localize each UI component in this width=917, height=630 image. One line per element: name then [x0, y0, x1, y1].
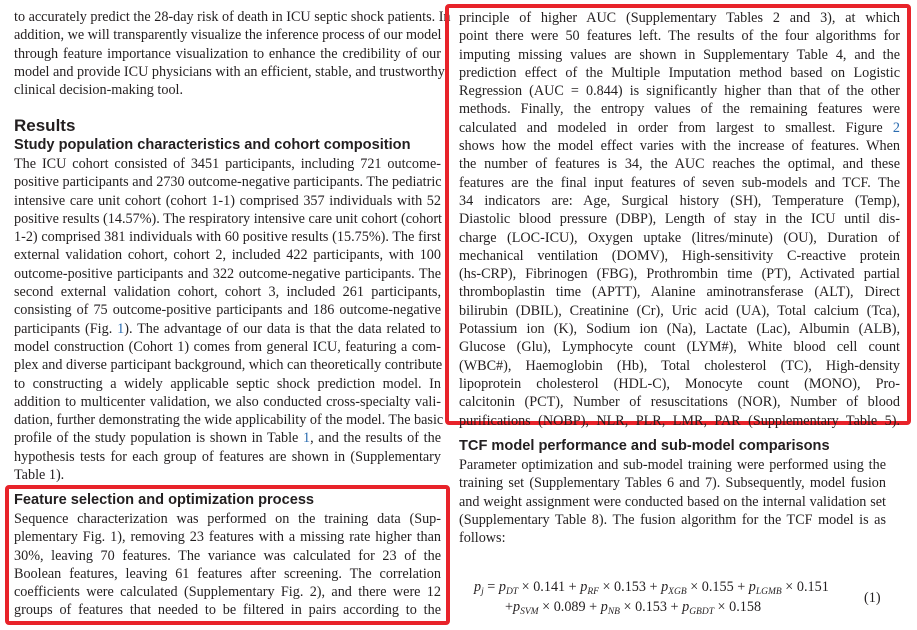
variable-p: p [661, 579, 669, 595]
weight-value: 0.089 [553, 599, 586, 615]
text-fragment: calculated and modeled in order from largest to smallest. Figure [459, 119, 893, 136]
variable-p: p [682, 599, 690, 615]
variable-subscript: RF [587, 587, 599, 597]
figure-1-link[interactable]: 1 [117, 320, 125, 337]
results-heading: Results [14, 116, 76, 135]
text-line: plex and diverse participant background, which can theoretically contribute [14, 357, 443, 374]
left-column [14, 8, 451, 99]
feature-list-paragraph [459, 9, 900, 430]
text-line: shows how the model effect varies with the increase of features. When [459, 138, 900, 155]
equals-sign: = [483, 579, 499, 595]
text-line: model construction (Cohort 1) comes from general ICU, featuring a com- [14, 338, 441, 355]
plus-sign: + [505, 599, 514, 615]
variable-subscript: j [481, 587, 484, 597]
figure-2-link[interactable]: 2 [892, 119, 900, 136]
variable-p: p [498, 579, 506, 595]
text-line: prediction effect of the Multiple Imputation method based on Logistic [459, 64, 900, 81]
times-sign: × [598, 579, 615, 595]
tcf-heading: TCF model performance and sub-model comparisons [459, 438, 830, 454]
variable-subscript: SVM [520, 607, 539, 617]
equation-number: (1) [864, 590, 881, 606]
feature-selection-section [14, 491, 441, 620]
text-line: outcome-positive participants and 322 outcome-negative participants. The [14, 265, 441, 282]
text-line: Sequence characterization was performed on the training data (Sup- [14, 511, 441, 527]
right-column-boxed [459, 9, 900, 430]
text-line: clinical decision-making tool. [14, 82, 184, 99]
intro-paragraph [14, 8, 451, 99]
text-fragment: profile of the study population is shown in Table [14, 430, 303, 447]
variable-p: p [474, 579, 482, 595]
text-line [14, 320, 441, 338]
plus-sign: + [645, 579, 662, 595]
tcf-section [459, 437, 886, 547]
text-fragment: , and the results of the [310, 430, 441, 447]
fusion-equation-line-2 [505, 597, 761, 617]
text-line: the number of features is 34, the AUC reaches the optimal, and these [459, 156, 900, 173]
weight-value: 0.153 [635, 599, 667, 615]
text-line: Glucose (Glu), Lymphocyte count (LYM#), White blood cell count [459, 339, 900, 356]
table-1-link[interactable]: 1 [303, 430, 311, 447]
plus-sign: + [585, 599, 601, 615]
text-line: imputing missing values are shown in Supplementary Table 4, and the [459, 46, 900, 63]
variable-subscript: DT [505, 587, 519, 597]
variable-p: p [580, 579, 588, 595]
text-line: (Supplementary Table 8). The fusion algorithm for the TCF model is as [459, 511, 886, 528]
weight-value: 0.155 [701, 579, 734, 595]
text-line: calcitonin (PCT), Number of resuscitations (NOR), Number of blood [459, 394, 900, 411]
text-line: bilirubin (DBIL), Creatinine (Cr), Uric acid (UA), Total calcium (Tca), [459, 302, 900, 319]
feature-selection-paragraph [14, 510, 441, 620]
text-line: to constructing a widely applicable septic shock prediction model. In [14, 375, 441, 392]
weight-value: 0.141 [533, 579, 566, 595]
text-line: consisting of 75 outcome-positive participants and 186 outcome-negative [14, 302, 441, 319]
text-line: dation, further demonstrating the wide applicability of the model. The basic [14, 412, 444, 429]
variable-subscript: NB [607, 607, 620, 617]
text-fragment: ). The advantage of our data is that the data related to [124, 320, 442, 337]
text-line: follows: [459, 530, 506, 547]
text-line: addition, we will transparently visualize the inference process of our model [14, 27, 442, 44]
variable-p: p [748, 579, 756, 595]
tcf-paragraph [459, 456, 886, 547]
weight-value: 0.153 [614, 579, 646, 595]
study-population-heading: Study population characteristics and cohort composition [14, 137, 411, 153]
text-line: lipoprotein cholesterol (HDL-C), Monocyte count (MONO), Pro- [459, 375, 900, 392]
text-line: training set (Supplementary Tables 6 and 7). Subsequently, model fusion [459, 475, 886, 492]
text-line: Potassium ion (K), Sodium ion (Na), Lactate (Lac), Albumin (ALB), [459, 321, 900, 338]
times-sign: × [538, 599, 554, 615]
variable-subscript: GBDT [689, 607, 714, 617]
weight-value: 0.151 [796, 579, 829, 595]
text-line: charge (LOC-ICU), Oxygen uptake (litres/minute) (OU), Duration of [459, 229, 900, 246]
text-line: (WBC#), Haemoglobin (Hb), Total cholesterol (TC), High-density [459, 357, 900, 374]
text-line: addition to multicenter validation, we also conducted cross-specialty vali- [14, 393, 441, 410]
text-line: Diastolic blood pressure (DBP), Length of stay in the ICU until dis- [459, 211, 900, 228]
weight-value: 0.158 [729, 599, 762, 615]
text-line [14, 429, 441, 447]
text-line: mechanical ventilation (DOMV), High-sensitivity C-reactive protein [459, 247, 900, 264]
text-line: 30%, leaving 70 features. The variance was calculated for 23 of the [14, 547, 441, 564]
text-line: through feature importance visualization to enhance the credibility of our [14, 45, 441, 62]
text-line: (hs-CRP), Fibrinogen (FBG), Prothrombin time (PT), Activated partial [459, 266, 900, 283]
text-line [459, 119, 900, 137]
text-line: methods. Finally, the entropy values of the remaining features were [459, 101, 900, 118]
text-line: to accurately predict the 28-day risk of death in ICU septic shock patients. In [14, 9, 451, 25]
study-population-paragraph [14, 155, 444, 484]
feature-selection-heading: Feature selection and optimization process [14, 492, 315, 508]
variable-subscript: XGB [668, 587, 687, 597]
plus-sign: + [565, 579, 581, 595]
times-sign: × [518, 579, 534, 595]
text-line: Parameter optimization and sub-model training were performed using the [459, 457, 886, 473]
times-sign: × [619, 599, 636, 615]
text-line: thromboplastin time (APTT), Alanine aminotransferase (ALT), Direct [459, 284, 900, 301]
text-line: second external validation cohort, cohort 3, included 261 participants, [14, 284, 441, 301]
times-sign: × [714, 599, 730, 615]
text-line: and weight assignment were conducted based on the internal validation set [459, 493, 886, 510]
text-line: 34 indicators are: Age, Surgical history (SH), Temperature (Temp), [459, 192, 900, 209]
text-line: hypothesis tests for each group of features are shown in (Supplementary [14, 448, 441, 465]
text-line: plementary Fig. 1), removing 23 features with a missing rate higher than [14, 529, 441, 546]
text-fragment: participants (Fig. [14, 320, 118, 337]
text-line: positive participants and 2730 outcome-negative participants. The pediatric [14, 174, 442, 191]
results-section [14, 116, 444, 484]
text-line: Table 1). [14, 467, 65, 484]
variable-p: p [600, 599, 608, 615]
variable-p: p [513, 599, 521, 615]
text-line: The ICU cohort consisted of 3451 participants, including 721 outcome- [14, 156, 441, 172]
text-line: 1-2) comprised 381 individuals with 60 positive results (15.75%). The first [14, 229, 441, 246]
text-line: intensive care unit cohort (cohort 1-1) comprised 357 individuals with 52 [14, 192, 441, 209]
variable-subscript: LGMB [755, 587, 782, 597]
text-line: principle of higher AUC (Supplementary Tables 2 and 3), at which [459, 10, 900, 26]
text-line: Boolean features, leaving 61 features after screening. The correlation [14, 565, 441, 582]
text-line: Regression (AUC = 0.844) is significantly higher than that of the other [459, 83, 900, 100]
text-line: purifications (NOBP), NLR, PLR, LMR, PAR (Supplementary Table 5). [459, 412, 900, 429]
plus-sign: + [666, 599, 683, 615]
text-line: point there were 50 features left. The results of the four algorithms for [459, 28, 900, 45]
text-line: groups of features that needed to be filtered in pairs according to the [14, 602, 441, 619]
fusion-equation [474, 577, 829, 597]
text-line: external validation cohort, cohort 2, included 422 participants, with 100 [14, 247, 441, 264]
plus-sign: + [733, 579, 749, 595]
text-line: positive results (14.57%). The respiratory intensive care unit cohort (cohort [14, 210, 443, 227]
text-line: features are the final input features of seven sub-models and TCF. The [459, 174, 900, 191]
times-sign: × [781, 579, 797, 595]
text-line: model and provide ICU physicians with an efficient, stable, and trustworthy [14, 63, 445, 80]
times-sign: × [686, 579, 702, 595]
text-line: coefficients were calculated (Supplementary Fig. 2), and there were 12 [14, 584, 441, 601]
